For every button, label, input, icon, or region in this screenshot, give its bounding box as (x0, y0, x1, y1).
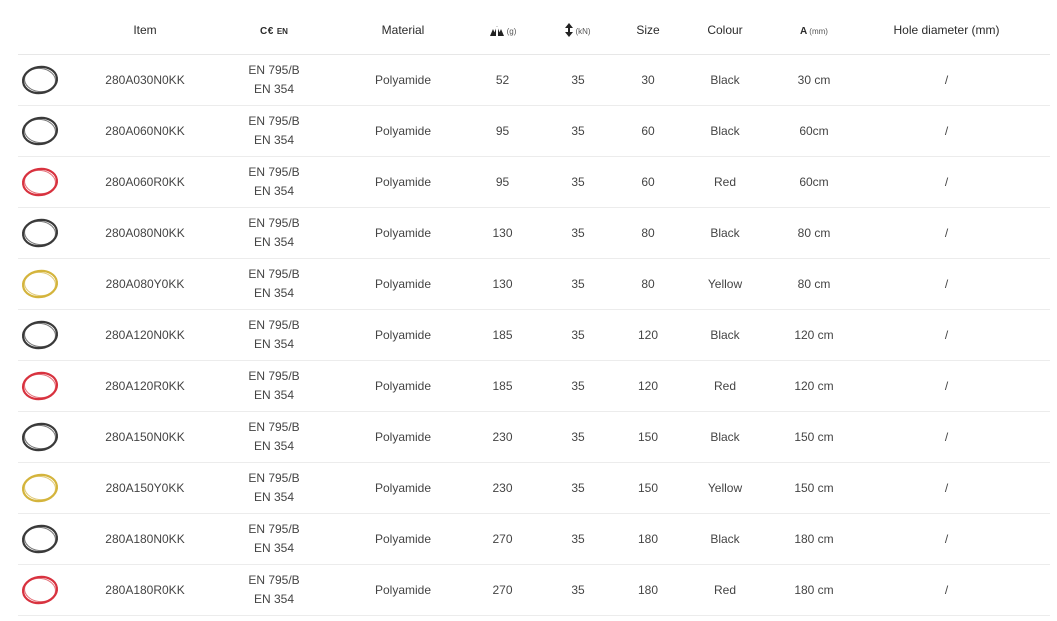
norm-en795: EN 795/B (248, 369, 300, 383)
product-thumbnail-cell (18, 514, 68, 565)
table-row (18, 55, 1050, 106)
norm-en795: EN 795/B (248, 267, 300, 281)
size-value: 60 (631, 157, 665, 208)
a-value: 120 cm (785, 361, 843, 412)
a-value: 30 cm (785, 55, 843, 106)
hole-diameter-value: / (843, 259, 1050, 310)
norms-cell (222, 55, 326, 106)
weight-value: 130 (480, 208, 525, 259)
item-code: 280A080Y0KK (68, 259, 222, 310)
table-row (18, 157, 1050, 208)
norms-cell (222, 259, 326, 310)
strength-value: 35 (525, 412, 631, 463)
table-row (18, 310, 1050, 361)
a-value: 180 cm (785, 514, 843, 565)
size-value: 120 (631, 310, 665, 361)
size-value: 30 (631, 55, 665, 106)
sling-loop-icon (20, 522, 60, 556)
strength-arrows-icon (565, 23, 573, 37)
sling-loop-icon (20, 420, 60, 454)
header-item: Item (68, 6, 222, 55)
product-thumbnail-cell (18, 55, 68, 106)
norm-en354: EN 354 (253, 286, 295, 300)
weight-value: 185 (480, 361, 525, 412)
header-row (18, 6, 1050, 55)
item-code: 280A060R0KK (68, 157, 222, 208)
table-row (18, 259, 1050, 310)
hole-diameter-value: / (843, 55, 1050, 106)
norms-cell (222, 412, 326, 463)
strength-unit: (kN) (575, 26, 591, 36)
product-thumbnail-cell (18, 361, 68, 412)
norms-cell (222, 361, 326, 412)
material: Polyamide (326, 463, 480, 514)
size-value: 80 (631, 208, 665, 259)
a-value: 80 cm (785, 208, 843, 259)
norm-en354: EN 354 (253, 388, 295, 402)
item-code: 280A180N0KK (68, 514, 222, 565)
strength-value: 35 (525, 565, 631, 616)
norm-en795: EN 795/B (248, 522, 300, 536)
ce-mark: C€ (260, 26, 274, 37)
size-value: 180 (631, 565, 665, 616)
header-material: Material (326, 6, 480, 55)
norm-en354: EN 354 (253, 439, 295, 453)
norms-cell (222, 208, 326, 259)
norm-en795: EN 795/B (248, 114, 300, 128)
norm-en795: EN 795/B (248, 420, 300, 434)
weight-value: 95 (480, 106, 525, 157)
material: Polyamide (326, 565, 480, 616)
a-value: 150 cm (785, 412, 843, 463)
norms-cell (222, 514, 326, 565)
norm-en354: EN 354 (253, 541, 295, 555)
product-thumbnail-cell (18, 157, 68, 208)
header-size: Size (631, 6, 665, 55)
material: Polyamide (326, 412, 480, 463)
a-value: 150 cm (785, 463, 843, 514)
product-thumbnail-cell (18, 208, 68, 259)
size-value: 150 (631, 463, 665, 514)
colour-value: Black (665, 310, 785, 361)
norm-en354: EN 354 (253, 337, 295, 351)
a-value: 80 cm (785, 259, 843, 310)
colour-value: Black (665, 208, 785, 259)
material: Polyamide (326, 361, 480, 412)
product-thumbnail-cell (18, 463, 68, 514)
weight-unit: (g) (506, 27, 517, 36)
material: Polyamide (326, 55, 480, 106)
norm-en795: EN 795/B (248, 318, 300, 332)
hole-diameter-value: / (843, 157, 1050, 208)
norm-en354: EN 354 (253, 235, 295, 249)
item-code: 280A030N0KK (68, 55, 222, 106)
hole-diameter-value: / (843, 412, 1050, 463)
norm-en354: EN 354 (253, 82, 295, 96)
sling-loop-icon (20, 114, 60, 148)
sling-loop-icon (20, 165, 60, 199)
sling-loop-icon (20, 216, 60, 250)
material: Polyamide (326, 259, 480, 310)
material: Polyamide (326, 106, 480, 157)
weight-value: 270 (480, 565, 525, 616)
table-row (18, 208, 1050, 259)
size-value: 120 (631, 361, 665, 412)
strength-value: 35 (525, 259, 631, 310)
item-code: 280A120N0KK (68, 310, 222, 361)
weight-value: 230 (480, 412, 525, 463)
sling-loop-icon (20, 471, 60, 505)
header-strength (525, 6, 631, 55)
weight-value: 185 (480, 310, 525, 361)
colour-value: Red (665, 565, 785, 616)
hole-diameter-value: / (843, 310, 1050, 361)
product-thumbnail-cell (18, 106, 68, 157)
hole-diameter-value: / (843, 514, 1050, 565)
header-a-unit: (mm) (809, 27, 828, 36)
table-header (18, 6, 1050, 55)
a-value: 60cm (785, 106, 843, 157)
item-code: 280A080N0KK (68, 208, 222, 259)
strength-value: 35 (525, 514, 631, 565)
a-value: 180 cm (785, 565, 843, 616)
colour-value: Black (665, 514, 785, 565)
norms-cell (222, 106, 326, 157)
colour-value: Red (665, 361, 785, 412)
norms-cell (222, 463, 326, 514)
strength-value: 35 (525, 361, 631, 412)
material: Polyamide (326, 310, 480, 361)
norm-en795: EN 795/B (248, 471, 300, 485)
weight-value: 95 (480, 157, 525, 208)
norm-en795: EN 795/B (248, 63, 300, 77)
header-colour: Colour (665, 6, 785, 55)
strength-value: 35 (525, 106, 631, 157)
table-body (18, 55, 1050, 616)
item-code: 280A180R0KK (68, 565, 222, 616)
header-hole-diameter: Hole diameter (mm) (843, 6, 1050, 55)
norm-en795: EN 795/B (248, 573, 300, 587)
weight-value: 52 (480, 55, 525, 106)
weight-value: 230 (480, 463, 525, 514)
hole-diameter-value: / (843, 106, 1050, 157)
product-thumbnail-cell (18, 259, 68, 310)
item-code: 280A150N0KK (68, 412, 222, 463)
header-norms (222, 6, 326, 55)
norm-en354: EN 354 (253, 133, 295, 147)
strength-value: 35 (525, 157, 631, 208)
norms-cell (222, 310, 326, 361)
size-value: 150 (631, 412, 665, 463)
header-a-label: A (800, 26, 808, 37)
item-code: 280A060N0KK (68, 106, 222, 157)
strength-value: 35 (525, 208, 631, 259)
colour-value: Black (665, 55, 785, 106)
table-row (18, 514, 1050, 565)
norm-en354: EN 354 (253, 184, 295, 198)
strength-value: 35 (525, 55, 631, 106)
strength-value: 35 (525, 310, 631, 361)
size-value: 60 (631, 106, 665, 157)
hole-diameter-value: / (843, 565, 1050, 616)
norm-en354: EN 354 (253, 490, 295, 504)
material: Polyamide (326, 157, 480, 208)
colour-value: Red (665, 157, 785, 208)
table-row (18, 412, 1050, 463)
sling-loop-icon (20, 267, 60, 301)
item-code: 280A150Y0KK (68, 463, 222, 514)
sling-loop-icon (20, 369, 60, 403)
weight-value: 130 (480, 259, 525, 310)
table-row (18, 106, 1050, 157)
header-weight (480, 6, 525, 55)
a-value: 60cm (785, 157, 843, 208)
norm-en354: EN 354 (253, 592, 295, 606)
header-a (785, 6, 843, 55)
table-row (18, 361, 1050, 412)
sling-loop-icon (20, 573, 60, 607)
table-row (18, 565, 1050, 616)
product-thumbnail-cell (18, 310, 68, 361)
colour-value: Yellow (665, 463, 785, 514)
table-row (18, 463, 1050, 514)
material: Polyamide (326, 208, 480, 259)
norm-en795: EN 795/B (248, 216, 300, 230)
weight-scale-icon (489, 26, 505, 36)
colour-value: Yellow (665, 259, 785, 310)
material: Polyamide (326, 514, 480, 565)
item-code: 280A120R0KK (68, 361, 222, 412)
size-value: 180 (631, 514, 665, 565)
hole-diameter-value: / (843, 208, 1050, 259)
sling-loop-icon (20, 318, 60, 352)
header-image (18, 6, 68, 55)
weight-value: 270 (480, 514, 525, 565)
product-thumbnail-cell (18, 412, 68, 463)
hole-diameter-value: / (843, 361, 1050, 412)
product-thumbnail-cell (18, 565, 68, 616)
product-spec-table (18, 6, 1050, 616)
sling-loop-icon (20, 63, 60, 97)
colour-value: Black (665, 106, 785, 157)
strength-value: 35 (525, 463, 631, 514)
hole-diameter-value: / (843, 463, 1050, 514)
colour-value: Black (665, 412, 785, 463)
norms-cell (222, 565, 326, 616)
norms-cell (222, 157, 326, 208)
size-value: 80 (631, 259, 665, 310)
a-value: 120 cm (785, 310, 843, 361)
en-mark: EN (276, 27, 288, 36)
norm-en795: EN 795/B (248, 165, 300, 179)
